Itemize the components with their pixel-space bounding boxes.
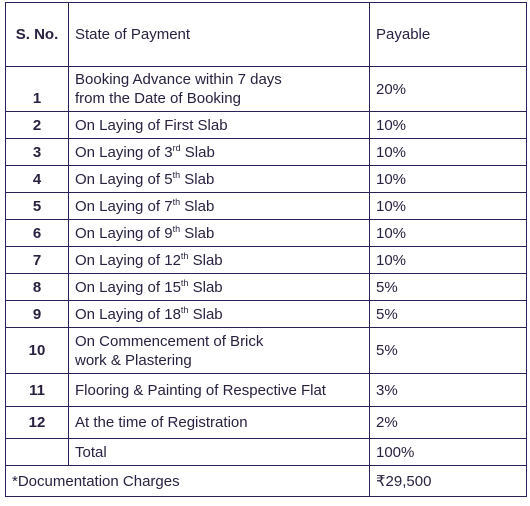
row-state-text: On Laying of 7	[75, 197, 173, 215]
row-state	[69, 220, 370, 247]
row-state-text-end: Slab	[180, 143, 215, 161]
row-payable: 10%	[370, 139, 527, 166]
row-sno: 2	[6, 112, 69, 139]
row-sno: 9	[6, 301, 69, 328]
ordinal-suffix: th	[180, 250, 189, 261]
row-sno: 6	[6, 220, 69, 247]
row-state-text-end: Slab	[180, 170, 215, 188]
row-state-text: On Laying of 18	[75, 305, 181, 323]
row-state-text: On Laying of 12	[75, 251, 181, 269]
table-row	[6, 374, 527, 407]
ordinal-suffix: th	[172, 196, 181, 207]
row-sno: 7	[6, 247, 69, 274]
row-sno: 8	[6, 274, 69, 301]
row-state-text: On Laying of 3	[75, 143, 173, 161]
total-row	[6, 439, 527, 466]
row-payable: 5%	[370, 301, 527, 328]
header-payable: Payable	[370, 3, 527, 67]
table-row	[6, 247, 527, 274]
row-sno: 12	[6, 407, 69, 439]
row-state	[69, 301, 370, 328]
table-row	[6, 220, 527, 247]
row-state-text-end: Slab	[188, 251, 223, 269]
row-payable: 2%	[370, 407, 527, 439]
row-state: On Laying of First Slab	[69, 112, 370, 139]
row-state	[69, 139, 370, 166]
row-state	[69, 274, 370, 301]
header-state: State of Payment	[69, 3, 370, 67]
row-state-text: On Laying of 9	[75, 224, 173, 242]
row-state-text: On Laying of 5	[75, 170, 173, 188]
table-row	[6, 407, 527, 439]
table-row	[6, 67, 527, 112]
ordinal-suffix: th	[172, 223, 181, 234]
row-state: Flooring & Painting of Respective Flat	[69, 374, 370, 407]
documentation-value: ₹29,500	[370, 466, 527, 497]
row-payable: 5%	[370, 274, 527, 301]
ordinal-suffix: rd	[172, 142, 181, 153]
total-value: 100%	[370, 439, 527, 466]
row-state-text-end: Slab	[188, 278, 223, 296]
table-row	[6, 193, 527, 220]
row-state	[69, 247, 370, 274]
row-state	[69, 328, 370, 374]
row-state-line2: work & Plastering	[75, 351, 192, 369]
ordinal-suffix: th	[172, 169, 181, 180]
row-state	[69, 67, 370, 112]
row-payable: 10%	[370, 220, 527, 247]
row-payable: 10%	[370, 193, 527, 220]
row-payable: 10%	[370, 112, 527, 139]
row-sno: 10	[6, 328, 69, 374]
table-row	[6, 274, 527, 301]
payment-schedule-table	[5, 2, 527, 497]
row-sno: 1	[6, 67, 69, 112]
row-payable: 20%	[370, 67, 527, 112]
header-row	[6, 3, 527, 67]
table-row	[6, 301, 527, 328]
row-state: At the time of Registration	[69, 407, 370, 439]
row-state-line2: from the Date of Booking	[75, 90, 241, 107]
row-state	[69, 193, 370, 220]
header-sno: S. No.	[6, 3, 69, 67]
row-state-text-end: Slab	[180, 197, 215, 215]
ordinal-suffix: th	[180, 304, 189, 315]
row-state-line1: Booking Advance within 7 days	[75, 71, 282, 88]
total-sno-cell	[6, 439, 69, 466]
row-state	[69, 166, 370, 193]
row-sno: 4	[6, 166, 69, 193]
documentation-row	[6, 466, 527, 497]
table-row	[6, 328, 527, 374]
row-state-text-end: Slab	[188, 305, 223, 323]
row-payable: 10%	[370, 166, 527, 193]
row-state-line1: On Commencement of Brick	[75, 332, 264, 350]
row-payable: 10%	[370, 247, 527, 274]
table-row	[6, 139, 527, 166]
row-sno: 3	[6, 139, 69, 166]
row-payable: 3%	[370, 374, 527, 407]
documentation-label: *Documentation Charges	[6, 466, 370, 497]
row-state-text: On Laying of 15	[75, 278, 181, 296]
row-sno: 5	[6, 193, 69, 220]
ordinal-suffix: th	[180, 277, 189, 288]
total-label: Total	[69, 439, 370, 466]
row-sno: 11	[6, 374, 69, 407]
row-payable: 5%	[370, 328, 527, 374]
table-row	[6, 112, 527, 139]
table-row	[6, 166, 527, 193]
row-state-text-end: Slab	[180, 224, 215, 242]
